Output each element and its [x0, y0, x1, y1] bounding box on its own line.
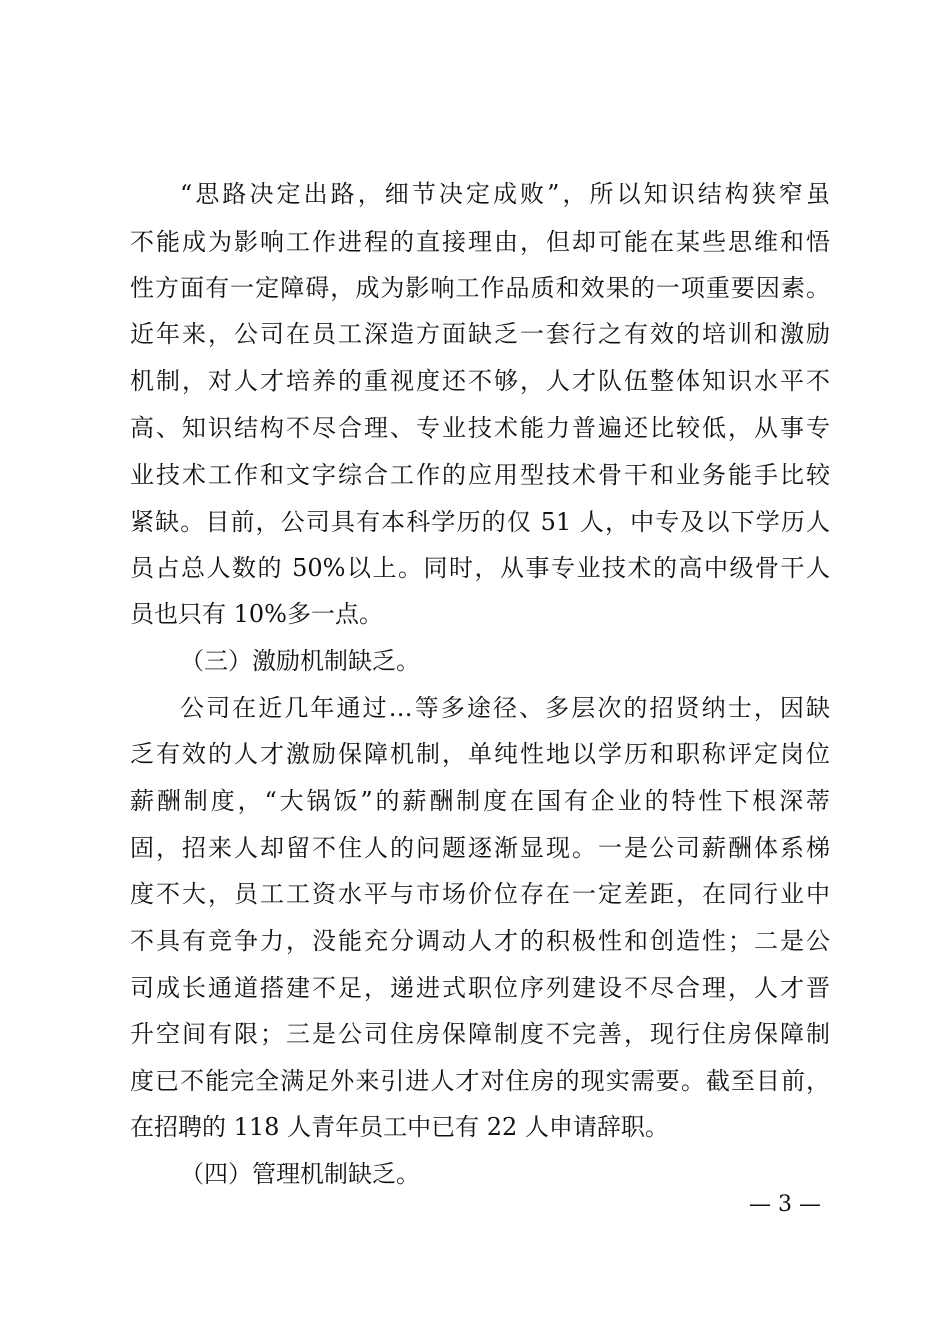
paragraph-1-line-8: 紧缺。目前，公司具有本科学历的仅 51 人，中专及以下学历人	[130, 508, 830, 536]
paragraph-2-line-1: 公司在近几年通过…等多途径、多层次的招贤纳士，因缺	[180, 694, 830, 722]
paragraph-1-line-3: 性方面有一定障碍，成为影响工作品质和效果的一项重要因素。	[130, 274, 830, 302]
section-heading-4: （四）管理机制缺乏。	[180, 1160, 420, 1188]
paragraph-1-line-2: 不能成为影响工作进程的直接理由，但却可能在某些思维和悟	[130, 228, 830, 256]
paragraph-1-line-5: 机制，对人才培养的重视度还不够，人才队伍整体知识水平不	[130, 367, 830, 395]
paragraph-1-line-4: 近年来，公司在员工深造方面缺乏一套行之有效的培训和激励	[130, 320, 830, 348]
section-heading-3: （三）激励机制缺乏。	[180, 647, 420, 675]
paragraph-1-line-1: “思路决定出路，细节决定成败”，所以知识结构狭窄虽	[180, 180, 830, 208]
paragraph-2-line-5: 度不大，员工工资水平与市场价位存在一定差距，在同行业中	[130, 880, 830, 908]
paragraph-2-line-6: 不具有竞争力，没能充分调动人才的积极性和创造性；二是公	[130, 927, 830, 955]
paragraph-2-line-7: 司成长通道搭建不足，递进式职位序列建设不尽合理，人才晋	[130, 974, 830, 1002]
paragraph-2-line-10: 在招聘的 118 人青年员工中已有 22 人申请辞职。	[130, 1113, 669, 1141]
paragraph-1-line-10: 员也只有 10%多一点。	[130, 600, 383, 628]
paragraph-1-line-7: 业技术工作和文字综合工作的应用型技术骨干和业务能手比较	[130, 461, 830, 489]
paragraph-2-line-4: 固，招来人却留不住人的问题逐渐显现。一是公司薪酬体系梯	[130, 834, 830, 862]
paragraph-2-line-9: 度已不能完全满足外来引进人才对住房的现实需要。截至目前，	[130, 1067, 830, 1095]
paragraph-2-line-8: 升空间有限；三是公司住房保障制度不完善，现行住房保障制	[130, 1020, 830, 1048]
paragraph-1-line-6: 高、知识结构不尽合理、专业技术能力普遍还比较低，从事专	[130, 414, 830, 442]
paragraph-2-line-2: 乏有效的人才激励保障机制，单纯性地以学历和职称评定岗位	[130, 740, 830, 768]
page-number: — 3 —	[749, 1192, 821, 1217]
paragraph-2-line-3: 薪酬制度，“大锅饭”的薪酬制度在国有企业的特性下根深蒂	[130, 787, 830, 815]
paragraph-1-line-9: 员占总人数的 50%以上。同时，从事专业技术的高中级骨干人	[130, 554, 830, 582]
